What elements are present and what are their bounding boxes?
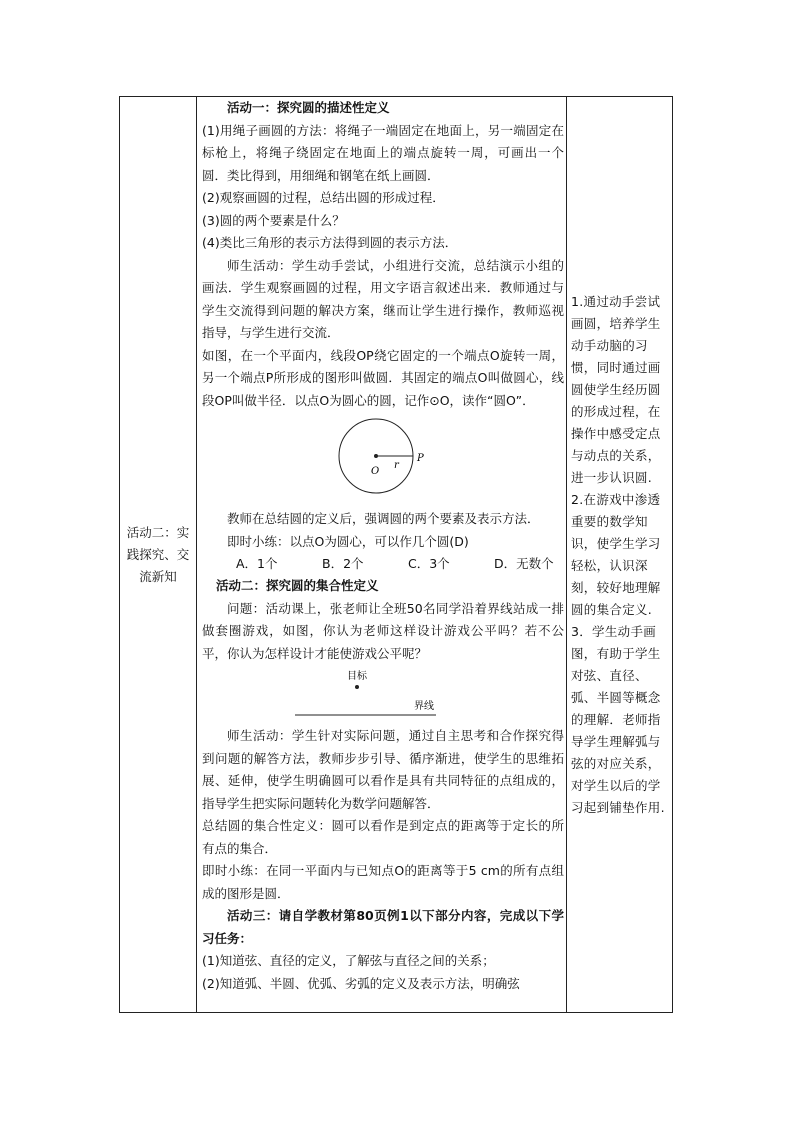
choice-d: D．无数个 — [494, 556, 554, 571]
activity3-title: 活动三：请自学教材第80页例1以下部分内容，完成以下学习任务： — [202, 908, 564, 946]
activity1-quick-practice: 即时小练：以点O为圆心，可以作几个圆(D) — [227, 533, 469, 549]
design-intent-cell — [571, 97, 669, 1012]
circle-figure — [202, 412, 564, 508]
center-label: O — [371, 466, 380, 477]
choice-c: C．3个 — [408, 556, 450, 571]
activity2-title: 活动二：探究圆的集合性定义 — [216, 578, 379, 593]
game-figure — [202, 665, 564, 725]
activity1-item: (2)观察画圆的过程，总结出圆的形成过程． — [202, 190, 445, 205]
set-definition: 总结圆的集合性定义：圆可以看作是到定点的距离等于定长的所有点的集合． — [202, 818, 564, 856]
stage-cell — [120, 97, 196, 1012]
game-diagram — [202, 665, 564, 725]
activity3-item: (1)知道弦、直径的定义，了解弦与直径之间的关系； — [202, 953, 495, 968]
choice-a: A．1个 — [236, 556, 278, 571]
design-intent-text: 1.通过动手尝试画圆，培养学生动手动脑的习惯，同时通过画圆使学生经历圆的形成过程，在操作中感受定点与动点的关系，进一步认识圆. 2.在游戏中渗透重要的数学知识，使学生学习轻松，认识深刻，较好地理解圆的集合定义. 3．学生动手画图，有助于学生对弦、直径、弧、半圆等概念的理解．老师指导学生理解弧与弦的对应关系，对学生以后的学习起到铺垫作用. — [571, 293, 665, 815]
target-label: 目标 — [347, 671, 367, 682]
column-divider — [566, 97, 567, 1012]
activity3-item: (2)知道弧、半圆、优弧、劣弧的定义及表示方法，明确弦 — [202, 975, 520, 991]
circle-diagram — [202, 412, 564, 508]
activity1-item: (1)用绳子画圆的方法：将绳子一端固定在地面上，另一端固定在标枪上，将绳子绕固定在地面上的端点旋转一周，可画出一个圆．类比得到，用细绳和钢笔在纸上画圆． — [202, 122, 564, 183]
activity2-teacher-student: 师生活动：学生针对实际问题，通过自主思考和合作探究得到问题的解答方法，教师步步引导、循序渐进，使学生的思维拓展、延伸，使学生明确圆可以看作是具有共同特征的点组成的，指导学生把实际问题转化为数学问题解答． — [202, 728, 564, 811]
activity-content-cell — [202, 97, 564, 995]
activity1-teacher-student: 师生活动：学生动手尝试，小组进行交流，总结演示小组的画法．学生观察画圆的过程，用文字语言叙述出来．教师通过与学生交流得到问题的解决方案，继而让学生进行操作，教师巡视指导，与学生进行交流． — [202, 257, 564, 340]
choice-b: B．2个 — [322, 556, 364, 571]
activity1-item: (3)圆的两个要素是什么？ — [202, 212, 345, 228]
circle-definition: 如图，在一个平面内，线段OP绕它固定的一个端点O旋转一周，另一个端点P所形成的图形叫做圆．其固定的端点O叫做圆心，线段OP叫做半径．以点O为圆心的圆，记作⊙O，读作“圆O”． — [202, 347, 564, 408]
point-label: P — [417, 453, 424, 464]
activity2-question: 问题：活动课上，张老师让全班50名同学沿着界线站成一排做套圈游戏，如图，你认为老师这样设计游戏公平吗？若不公平，你认为怎样设计才能使游戏公平呢？ — [202, 600, 564, 661]
activity1-title: 活动一：探究圆的描述性定义 — [227, 100, 390, 115]
lesson-table — [119, 96, 673, 1013]
radius-label: r — [394, 460, 399, 471]
target-point — [355, 685, 359, 689]
stage-label: 活动二：实践探究、交流新知 — [126, 524, 190, 584]
definition-summary: 教师在总结圆的定义后，强调圆的两个要素及表示方法． — [227, 511, 540, 526]
column-divider — [196, 97, 197, 1012]
choice-list — [202, 553, 564, 575]
boundary-label: 界线 — [414, 701, 434, 712]
activity1-item: (4)类比三角形的表示方法得到圆的表示方法． — [202, 235, 458, 250]
activity2-quick-practice: 即时小练：在同一平面内与已知点O的距离等于5 cm的所有点组成的图形是圆． — [202, 863, 564, 901]
